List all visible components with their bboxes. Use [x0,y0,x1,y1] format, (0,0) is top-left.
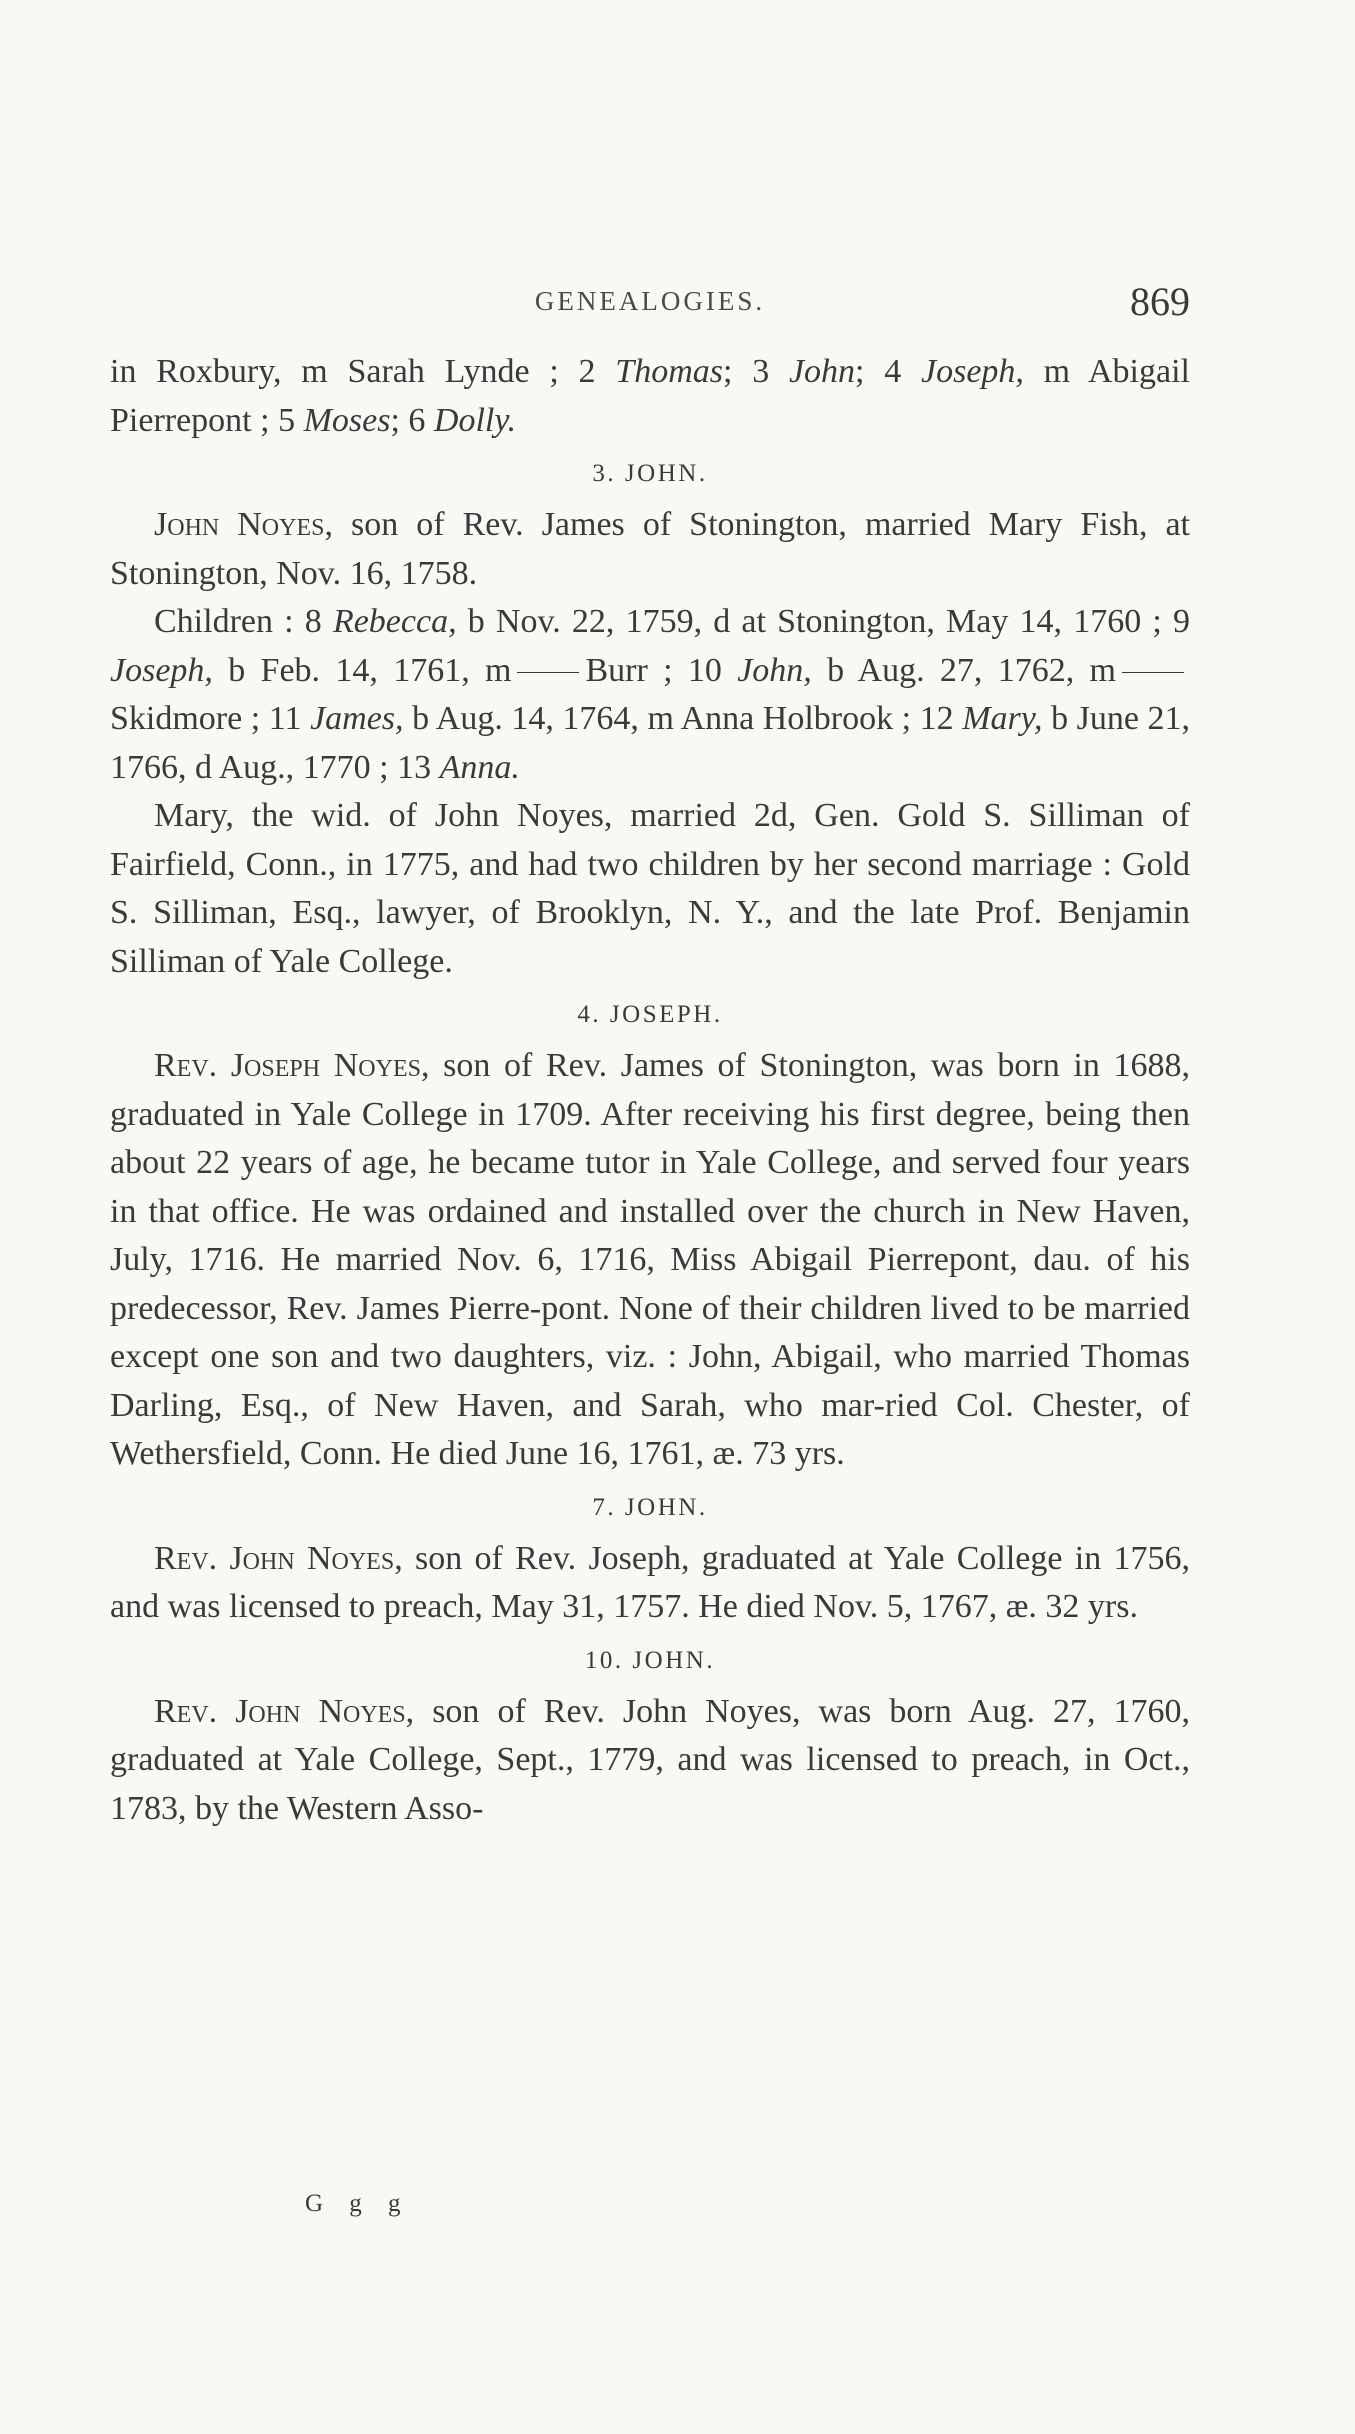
page-number: 869 [1130,279,1190,324]
blank-dash [517,672,579,673]
signature-mark: G g g [305,2190,411,2217]
section-heading-3-john: 3. JOHN. [592,460,708,487]
paragraph-continuation: in Roxbury, m Sarah Lynde ; 2 Thomas; 3 John; 4 Joseph, m Abigail Pierrepont ; 5 Moses; 6 Dolly. [110,353,1190,439]
paragraph-rev-john-noyes-7: Rev. John Noyes, son of Rev. Joseph, graduated at Yale College in 1756, and was licensed to preach, May 31, 1757. He died Nov. 5, 1767, æ. 32 yrs. [110,1539,1191,1625]
paragraph-mary-widow: Mary, the wid. of John Noyes, married 2d, Gen. Gold S. Silliman of Fairfield, Conn., in 1775, and had two children by her second marriage : Gold S. Silliman, Esq., lawyer, of Brooklyn, N. Y., and the late Prof. Benjamin Silliman of Yale College. [110,797,1190,980]
blank-dash [1122,672,1184,673]
paragraph-john-noyes: John Noyes, son of Rev. James of Stonington, married Mary Fish, at Stonington, Nov. 16, 1758. [110,506,1191,592]
body-text [110,348,1190,1833]
section-heading-10-john: 10. JOHN. [584,1646,716,1674]
paragraph-rev-joseph-noyes: Rev. Joseph Noyes, son of Rev. James of Stonington, was born in 1688, graduated in Yale College in 1709. After receiving his first degree, being then about 22 years of age, he became tutor in Yale College, and served four years in that office. He was ordained and installed over the church in New Haven, July, 1716. He married Nov. 6, 1716, Miss Abigail Pierrepont, dau. of his predecessor, Rev. James Pierre-pont. None of their children lived to be married except one son and two daughters, viz. : John, Abigail, who married Thomas Darling, Esq., of New Haven, and Sarah, who mar-ried Col. Chester, of Wethersfield, Conn. He died June 16, 1761, æ. 73 yrs. [110,1047,1190,1472]
paragraph-rev-john-noyes-10: Rev. John Noyes, son of Rev. John Noyes, was born Aug. 27, 1760, graduated at Yale College, Sept., 1779, and was licensed to preach, in Oct., 1783, by the Western Asso- [110,1692,1190,1827]
section-heading-4-joseph: 4. JOSEPH. [577,1001,723,1028]
running-title: GENEALOGIES. [534,286,766,316]
paragraph-children: Children : 8 Rebecca, b Nov. 22, 1759, d at Stonington, May 14, 1760 ; 9 Joseph, b Feb. 14, 1761, m Burr ; 10 John, b Aug. 27, 1762, mSkidmore ; 11 James, b Aug. 14, 1764, m Anna Holbrook ; 12 Mary, b June 21, 1766, d Aug., 1770 ; 13 Anna. [110,603,1190,786]
section-heading-7-john: 7. JOHN. [592,1493,708,1521]
page-header [110,278,1190,338]
